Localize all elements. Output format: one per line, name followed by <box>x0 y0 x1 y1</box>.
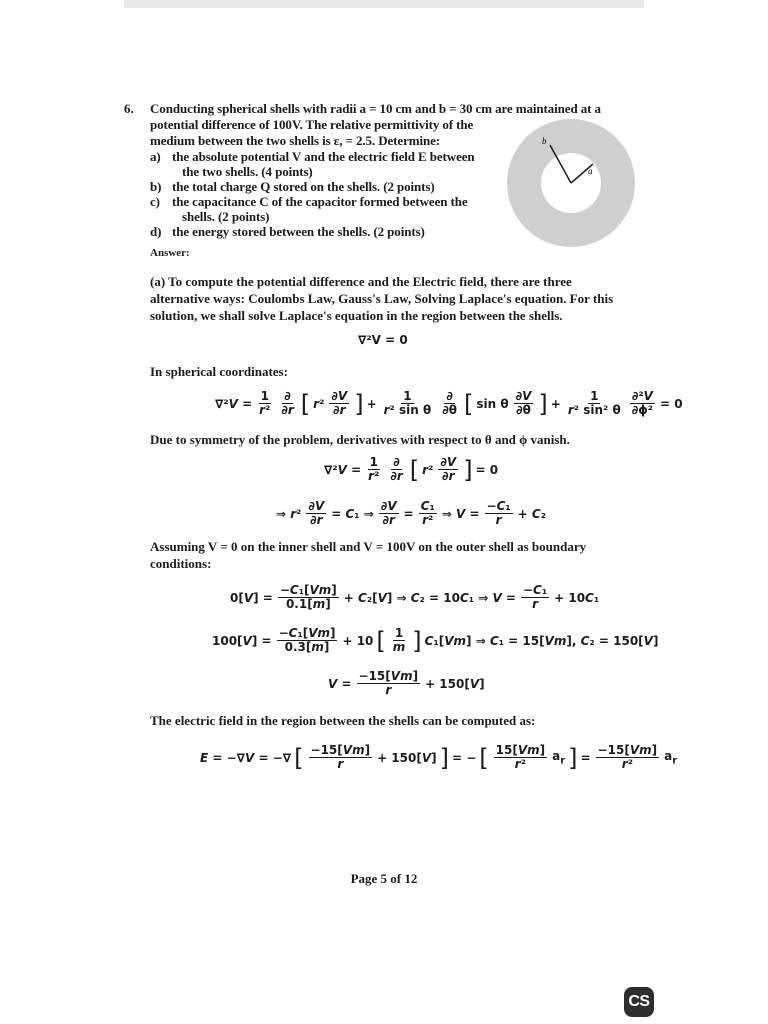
answer-para-line-3: solution, we shall solve Laplace's equation in the region between the shells. <box>150 308 563 323</box>
potential-result-equation: V = $\frac{-15[Vm]}{r}$ + 150[V] <box>328 669 485 697</box>
spherical-label: In spherical coordinates: <box>150 364 288 379</box>
boundary-condition-outer: 100[V] = $\frac{\text{−C₁[Vm]}}{0.3[m]}$ + 10 [ $\frac{1}{m}$ ] C₁[Vm] ⇒ C₁ = 15[Vm], C₂ = 150[V] <box>212 626 659 655</box>
part-c-line-1: the capacitance C of the capacitor formed between the <box>172 194 468 209</box>
camscanner-logo-icon: CS <box>624 987 654 1017</box>
answer-para-line-1: (a) To compute the potential difference and the Electric field, there are three <box>150 274 572 289</box>
question-number: 6. <box>124 101 134 116</box>
page-footer: Page 5 of 12 <box>350 871 418 886</box>
label-b: b <box>542 136 547 146</box>
part-b-line-1: the total charge Q stored on the shells. (2 points) <box>172 179 435 194</box>
radial-laplacian-equation: ∇²V = $\frac{1}{\text{r²}}$ $\frac{\partial}{\partial r}$ [ r² $\frac{\partial V}{\partial r}$ ] = 0 <box>324 455 499 484</box>
spherical-laplacian-equation: ∇²V = $\frac{1}{\text{r²}}$ $\frac{\partial}{\partial r}$ [ r² $\frac{\partial V}{\partial r}$ ] + $\frac{1}{\text{r² sin θ}}$ $\frac{\partial}{\partial\theta}$ [ sin θ $\frac{\partial V}{\partial\theta}$ ] + $\frac{1}{\text{r² sin² θ}}$ $\frac{\text{∂²V}}{\text{∂ϕ²}}$ = 0 <box>215 389 683 418</box>
laplace-equation: ∇²V = 0 <box>358 333 408 347</box>
part-a-label: a) <box>150 149 161 164</box>
part-a-line-1: the absolute potential V and the electric field E between <box>172 149 475 164</box>
boundary-condition-inner: 0[V] = $\frac{\text{−C₁[Vm]}}{0.1[m]}$ + C₂[V] ⇒ C₂ = 10C₁ ⇒ V = $\frac{\text{−C₁}}{r}$ + 10C₁ <box>230 583 600 611</box>
integration-steps-equation: ⇒ r² $\frac{\partial V}{\partial r}$ = C₁ ⇒ $\frac{\partial V}{\partial r}$ = $\frac{\text{C₁}}{\text{r²}}$ ⇒ V = $\frac{\text{−C₁}}{r}$ + C₂ <box>276 499 546 527</box>
part-a-line-2: the two shells. (4 points) <box>182 164 313 179</box>
part-d-line-1: the energy stored between the shells. (2 points) <box>172 224 425 239</box>
answer-heading: Answer: <box>150 247 190 259</box>
electric-field-equation: E = −∇V = −∇ [ $\frac{-15[Vm]}{r}$ + 150[V] ] = − [ $\frac{15[Vm]}{\text{r²}}$ $a_r$ ] = $\frac{-15[Vm]}{\text{r²}}$ $a_r$ <box>200 743 678 772</box>
part-c-line-2: shells. (2 points) <box>182 209 270 224</box>
electric-field-text: The electric field in the region between the shells can be computed as: <box>150 713 536 728</box>
assuming-line-1: Assuming V = 0 on the inner shell and V = 100V on the outer shell as boundary <box>150 539 587 554</box>
answer-para-line-2: alternative ways: Coulombs Law, Gauss's Law, Solving Laplace's equation. For this <box>150 291 614 306</box>
symmetry-text: Due to symmetry of the problem, derivatives with respect to θ and ϕ vanish. <box>150 432 570 447</box>
part-b-label: b) <box>150 179 162 194</box>
question-intro-line-3: medium between the two shells is ε, = 2.5. Determine: <box>150 133 441 148</box>
label-a: a <box>588 166 593 176</box>
part-d-label: d) <box>150 224 162 239</box>
question-intro-line-2: potential difference of 100V. The relative permittivity of the <box>150 117 474 132</box>
spherical-shells-figure <box>506 118 636 248</box>
assuming-line-2: conditions: <box>150 556 212 571</box>
part-c-label: c) <box>150 194 160 209</box>
question-intro-line-1: Conducting spherical shells with radii a = 10 cm and b = 30 cm are maintained at a <box>150 101 601 116</box>
